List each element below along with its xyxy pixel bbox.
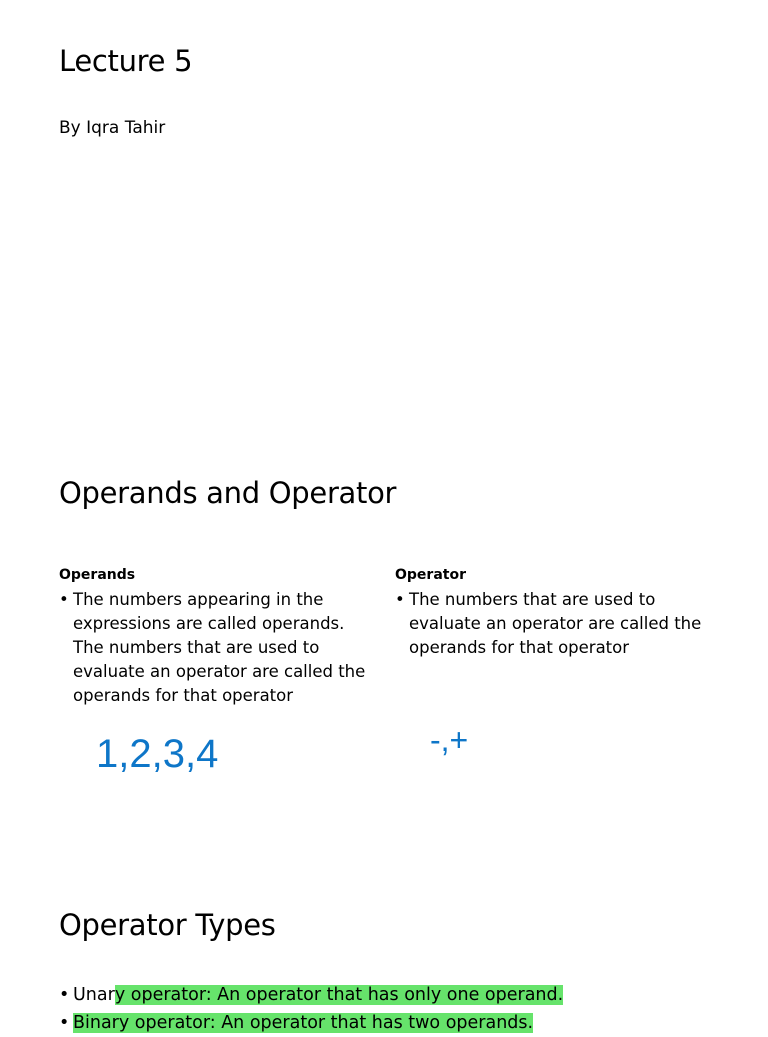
operands-example: 1,2,3,4 <box>96 732 219 776</box>
operator-heading: Operator <box>395 567 466 583</box>
operands-bullet: • The numbers appearing in the expressions are called operands. The numbers that are used to evaluate an operator are called the operands for that operator <box>59 588 371 708</box>
operands-heading: Operands <box>59 567 136 583</box>
operator-bullet: • The numbers that are used to evaluate an operator are called the operands for that operator <box>395 588 725 660</box>
highlighted-text: Binary operator: An operator that has two operands. <box>73 1013 534 1033</box>
slide-title: Operator Types <box>59 908 276 942</box>
operator-type-bullet-binary <box>59 1009 739 1037</box>
bullet-plain-text: Unar <box>73 985 115 1005</box>
operator-column <box>395 566 725 660</box>
operator-example: -,+ <box>430 722 469 758</box>
operator-type-bullet-unary <box>59 981 739 1009</box>
highlighted-text: y operator: An operator that has only one operand. <box>114 985 564 1005</box>
slide-title-lecture <box>0 0 768 432</box>
slide-operator-types <box>0 864 768 1033</box>
operator-bullet-list <box>395 588 725 660</box>
author-subtitle: By Iqra Tahir <box>59 118 166 138</box>
slide-title: Operands and Operator <box>59 476 397 510</box>
operands-bullet-list <box>59 588 371 708</box>
operator-types-list <box>59 981 739 1037</box>
operands-column <box>59 566 371 708</box>
slide-operands-and-operator <box>0 432 768 864</box>
slide-title: Lecture 5 <box>59 44 193 78</box>
